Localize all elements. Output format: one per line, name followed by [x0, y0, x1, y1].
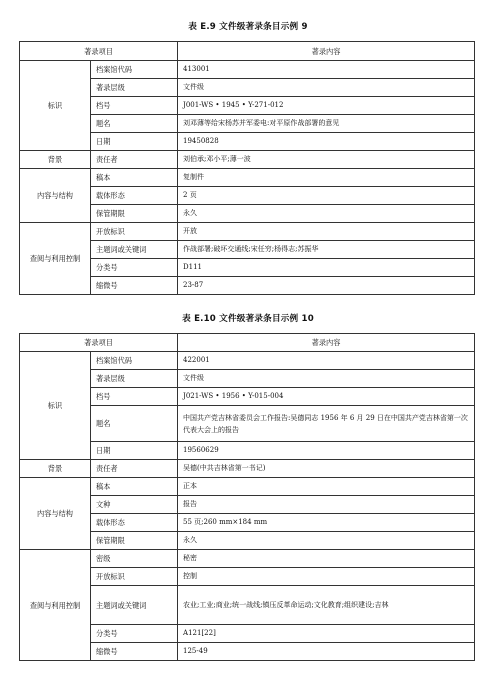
field-value: 中国共产党吉林省委员会工作报告:吴德同志 1956 年 6 月 29 日在中国共产党吉林省第一次代表大会上的报告: [178, 406, 475, 442]
field-label: 保管期限: [91, 205, 178, 223]
table-row: [20, 169, 475, 187]
field-label: 著录层级: [91, 79, 178, 97]
field-value: 文件级: [178, 79, 475, 97]
table-caption: 表 E.10 文件级著录条目示例 10: [182, 314, 314, 324]
field-label: 档号: [91, 97, 178, 115]
field-label: 分类号: [91, 259, 178, 277]
field-label: 题名: [91, 115, 178, 133]
group-label: 查阅与利用控制: [20, 550, 91, 661]
field-value: 复制件: [178, 169, 475, 187]
group-label: 内容与结构: [20, 478, 91, 550]
field-label: 密级: [91, 550, 178, 568]
field-label: 著录层级: [91, 370, 178, 388]
field-label: 档案馆代码: [91, 61, 178, 79]
field-label: 主题词或关键词: [91, 241, 178, 259]
field-label: 日期: [91, 133, 178, 151]
field-value: 422001: [178, 352, 475, 370]
group-label: 标识: [20, 352, 91, 460]
field-label: 责任者: [91, 151, 178, 169]
field-value: 刘邓薄等给宋杨苏并军委电:对平原作战部署的意见: [178, 115, 475, 133]
field-value: 19450828: [178, 133, 475, 151]
field-label: 稿本: [91, 169, 178, 187]
field-value: J001-WS • 1945 • Y-271-012: [178, 97, 475, 115]
field-value: D111: [178, 259, 475, 277]
field-value: 413001: [178, 61, 475, 79]
field-label: 主题词或关键词: [91, 586, 178, 625]
field-value: 控制: [178, 568, 475, 586]
table-row: [20, 478, 475, 496]
field-value: 农业;工业;商业;统一战线;镇压反革命运动;文化教育;组织建设;吉林: [178, 586, 475, 625]
field-label: 分类号: [91, 625, 178, 643]
group-label: 查阅与利用控制: [20, 223, 91, 295]
field-value: J021-WS • 1956 • Y-015-004: [178, 388, 475, 406]
field-label: 缩微号: [91, 277, 178, 295]
field-label: 档号: [91, 388, 178, 406]
table-row: [20, 151, 475, 169]
field-label: 开放标识: [91, 568, 178, 586]
field-label: 责任者: [91, 460, 178, 478]
field-label: 稿本: [91, 478, 178, 496]
group-label: 背景: [20, 460, 91, 478]
field-value: 报告: [178, 496, 475, 514]
group-label: 内容与结构: [20, 169, 91, 223]
record-table: [19, 333, 475, 661]
field-value: 2 页: [178, 187, 475, 205]
header-item: 著录项目: [20, 42, 178, 61]
field-value: 开放: [178, 223, 475, 241]
header-content: 著录内容: [178, 42, 475, 61]
record-table: [19, 41, 475, 295]
table-row: [20, 550, 475, 568]
field-value: 正本: [178, 478, 475, 496]
field-label: 载体形态: [91, 514, 178, 532]
table-header-row: [20, 42, 475, 61]
field-label: 日期: [91, 442, 178, 460]
field-value: 125-49: [178, 643, 475, 661]
field-label: 开放标识: [91, 223, 178, 241]
field-value: 秘密: [178, 550, 475, 568]
field-value: 文件级: [178, 370, 475, 388]
field-value: 23-87: [178, 277, 475, 295]
field-value: 55 页;260 mm×184 mm: [178, 514, 475, 532]
field-label: 缩微号: [91, 643, 178, 661]
field-value: 19560629: [178, 442, 475, 460]
field-label: 载体形态: [91, 187, 178, 205]
group-label: 标识: [20, 61, 91, 151]
header-item: 著录项目: [20, 334, 178, 352]
field-label: 保管期限: [91, 532, 178, 550]
field-label: 题名: [91, 406, 178, 442]
field-value: 永久: [178, 532, 475, 550]
field-value: 永久: [178, 205, 475, 223]
field-label: 文种: [91, 496, 178, 514]
table-caption: 表 E.9 文件级著录条目示例 9: [188, 22, 308, 32]
field-value: 吴德(中共吉林省第一书记): [178, 460, 475, 478]
field-value: 刘伯承;邓小平;薄一波: [178, 151, 475, 169]
table-row: [20, 352, 475, 370]
field-value: A121[22]: [178, 625, 475, 643]
table-row: [20, 223, 475, 241]
table-row: [20, 460, 475, 478]
field-label: 档案馆代码: [91, 352, 178, 370]
table-row: [20, 61, 475, 79]
group-label: 背景: [20, 151, 91, 169]
field-value: 作战部署;破坏交通线;宋任穷;杨得志;苏振华: [178, 241, 475, 259]
header-content: 著录内容: [178, 334, 475, 352]
table-header-row: [20, 334, 475, 352]
